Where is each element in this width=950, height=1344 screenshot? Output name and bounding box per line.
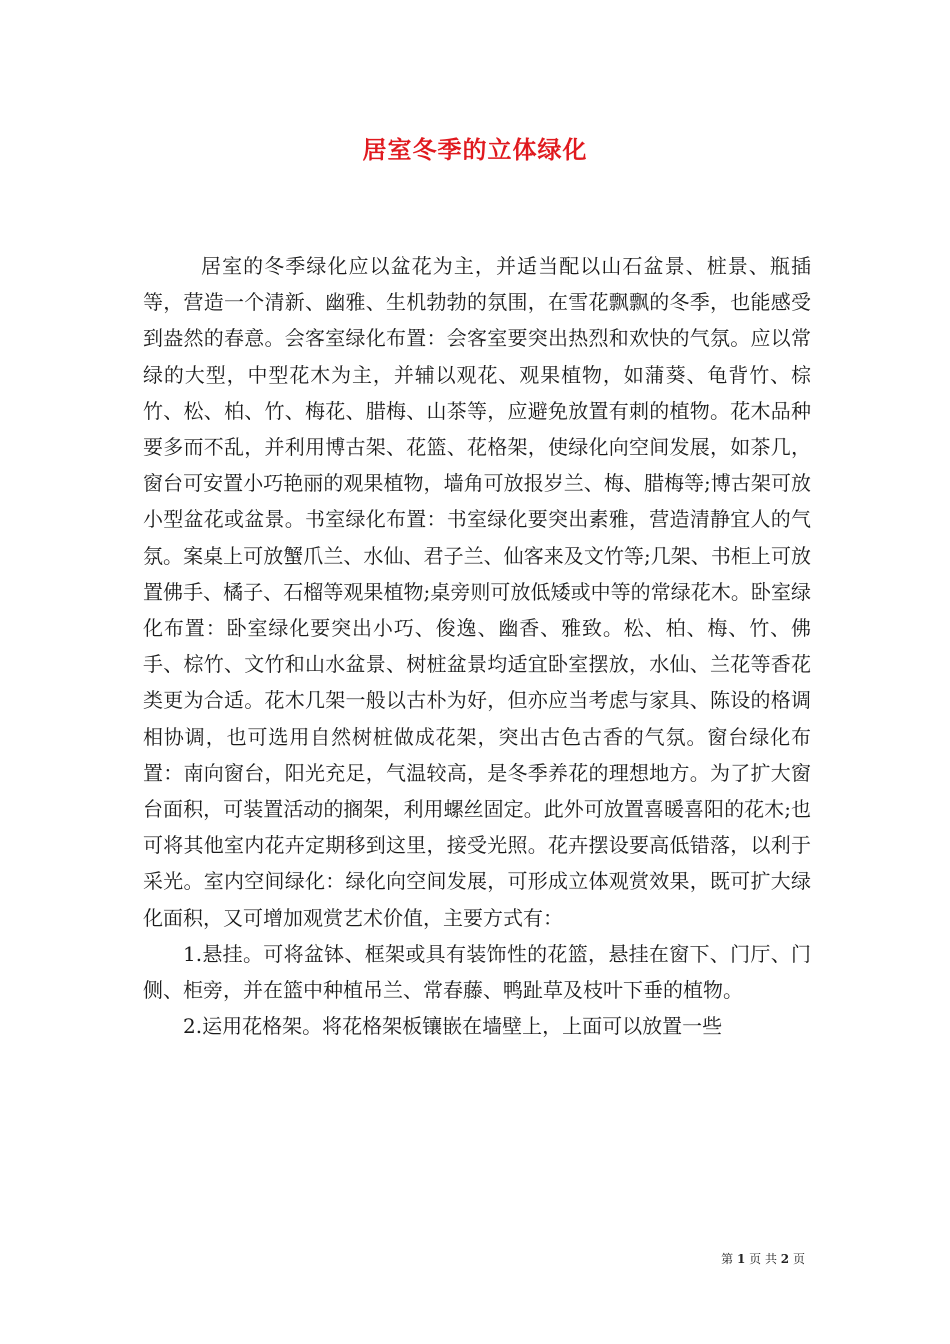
document-title: 居室冬季的立体绿化 (362, 135, 588, 164)
page-footer (721, 1250, 805, 1267)
list-item-flower-rack: 2.运用花格架。将花格架板镶嵌在墙壁上，上面可以放置一些 (183, 1014, 723, 1039)
body-paragraph: 居室的冬季绿化应以盆花为主，并适当配以山石盆景、桩景、瓶插等，营造一个清新、幽雅、生机勃勃的氛围，在雪花飘飘的冬季，也能感受到盎然的春意。会客室绿化布置：会客室要突出热烈和欢快的气氛。应以常绿的大型，中型花木为主，并辅以观花、观果植物，如蒲葵、龟背竹、棕竹、松、柏、竹、梅花、腊梅、山茶等，应避免放置有刺的植物。花木品种要多而不乱，并利用博古架、花篮、花格架，使绿化向空间发展，如茶几，窗台可安置小巧艳丽的观果植物，墙角可放报岁兰、梅、腊梅等;博古架可放小型盆花或盆景。书室绿化布置：书室绿化要突出素雅，营造清静宜人的气氛。案桌上可放蟹爪兰、水仙、君子兰、仙客来及文竹等;几架、书柜上可放置佛手、橘子、石榴等观果植物;桌旁则可放低矮或中等的常绿花木。卧室绿化布置：卧室绿化要突出小巧、俊逸、幽香、雅致。松、柏、梅、竹、佛手、棕竹、文竹和山水盆景、树桩盆景均适宜卧室摆放，水仙、兰花等香花类更为合适。花木几架一般以古朴为好，但亦应当考虑与家具、陈设的格调相协调，也可选用自然树桩做成花架，突出古色古香的气氛。窗台绿化布置：南向窗台，阳光充足，气温较高，是冬季养花的理想地方。为了扩大窗台面积，可装置活动的搁架，利用螺丝固定。此外可放置喜暖喜阳的花木;也可将其他室内花卉定期移到这里，接受光照。花卉摆设要高低错落，以利于采光。室内空间绿化：绿化向空间发展，可形成立体观赏效果，既可扩大绿化面积，又可增加观赏艺术价值，主要方式有： (143, 254, 811, 930)
footer-middle: 页 共 (749, 1252, 777, 1266)
footer-prefix: 第 (721, 1252, 734, 1266)
footer-suffix: 页 (792, 1252, 805, 1266)
list-item-hanging: 1.悬挂。可将盆钵、框架或具有装饰性的花篮，悬挂在窗下、门厅、门侧、柜旁，并在篮中种植吊兰、常春藤、鸭趾草及枝叶下垂的植物。 (143, 941, 811, 1003)
document-body (143, 248, 811, 1044)
current-page-number: 1 (736, 1252, 746, 1266)
total-pages-number: 2 (780, 1252, 790, 1266)
